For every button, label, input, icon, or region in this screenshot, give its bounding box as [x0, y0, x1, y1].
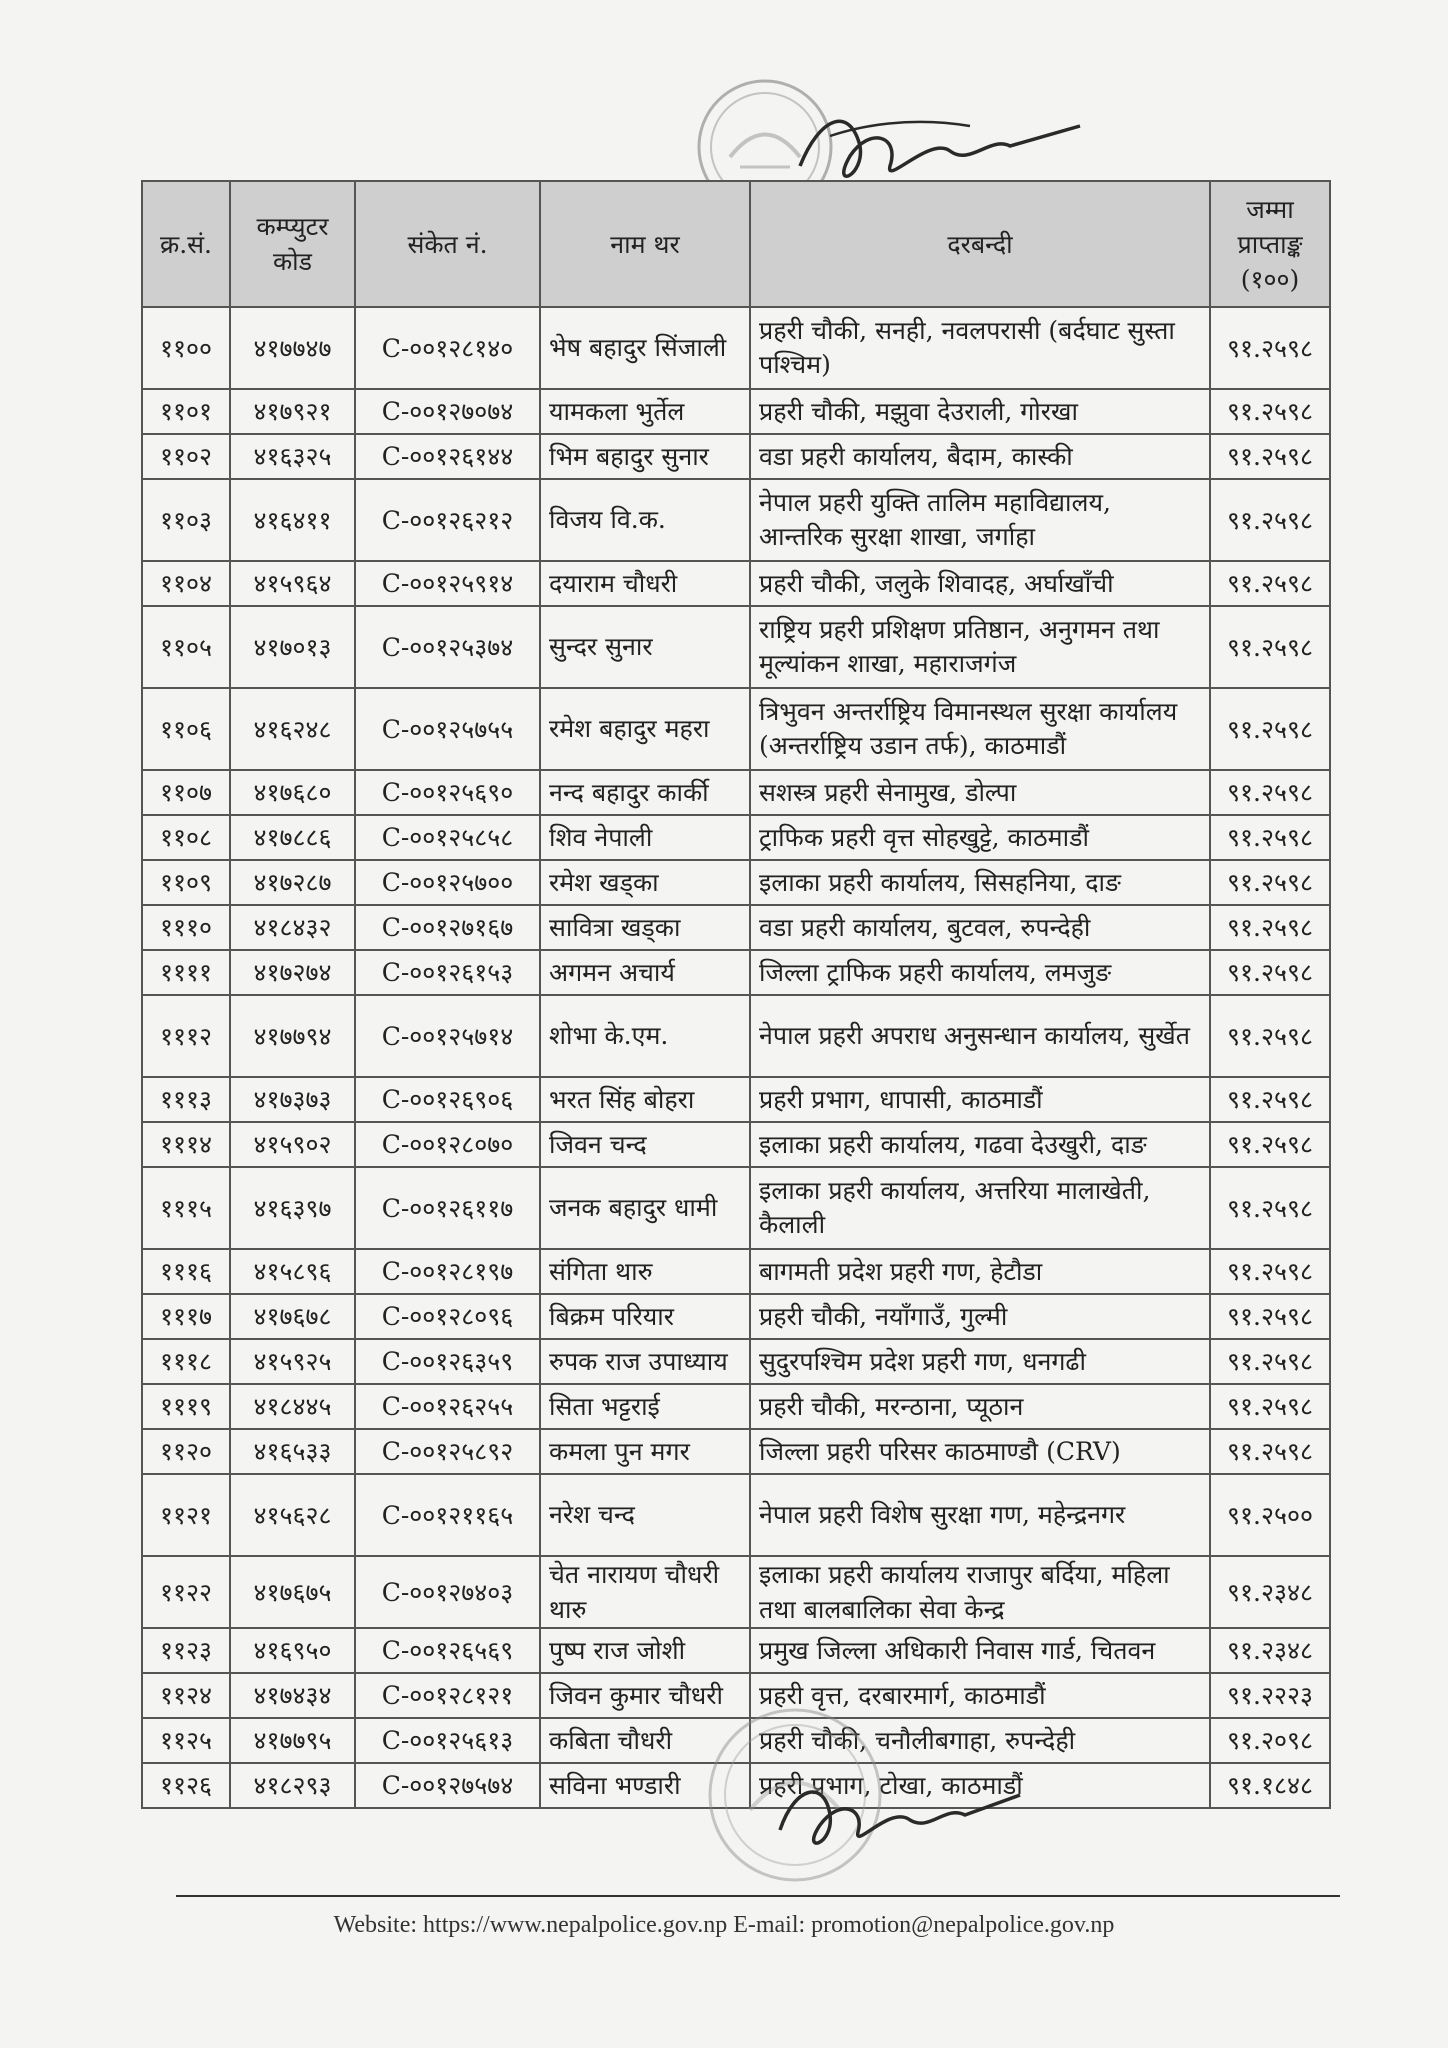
table-row [142, 1429, 1330, 1474]
table-body [142, 307, 1330, 1808]
cell-name: भरत सिंह बोहरा [540, 1077, 750, 1122]
cell-name: पुष्प राज जोशी [540, 1628, 750, 1673]
cell-post: वडा प्रहरी कार्यालय, बैदाम, कास्की [750, 434, 1210, 479]
cell-name: नरेश चन्द [540, 1474, 750, 1556]
footer-contact-text: Website: https://www.nepalpolice.gov.np E-mail: promotion@nepalpolice.gov.np [333, 1912, 1115, 1938]
header-serial: क्र.सं. [142, 181, 230, 307]
cell-computer-code: ४१७७४७ [230, 307, 355, 389]
signature-icon [770, 1770, 1030, 1870]
cell-computer-code: ४१७७९४ [230, 995, 355, 1077]
cell-name: भेष बहादुर सिंजाली [540, 307, 750, 389]
cell-serial: ११०७ [142, 770, 230, 815]
cell-total-score: ९१.२५९८ [1210, 1339, 1330, 1384]
cell-serial: ११२१ [142, 1474, 230, 1556]
cell-serial: ११२४ [142, 1673, 230, 1718]
table-row [142, 815, 1330, 860]
cell-serial: ११०० [142, 307, 230, 389]
cell-symbol-number: C-००१२८१२१ [355, 1673, 540, 1718]
cell-name: जनक बहादुर धामी [540, 1167, 750, 1249]
cell-symbol-number: C-००१२८१४० [355, 307, 540, 389]
cell-computer-code: ४१७८८६ [230, 815, 355, 860]
table-row [142, 1294, 1330, 1339]
cell-name: कबिता चौधरी [540, 1718, 750, 1763]
cell-serial: ११०९ [142, 860, 230, 905]
cell-symbol-number: C-००१२५७५५ [355, 688, 540, 770]
cell-total-score: ९१.२५९८ [1210, 606, 1330, 688]
cell-total-score: ९१.२५९८ [1210, 815, 1330, 860]
cell-computer-code: ४१७२७४ [230, 950, 355, 995]
cell-computer-code: ४१८४४५ [230, 1384, 355, 1429]
cell-computer-code: ४१७९२१ [230, 389, 355, 434]
cell-name: अगमन अचार्य [540, 950, 750, 995]
cell-name: सविना भण्डारी [540, 1763, 750, 1808]
cell-total-score: ९१.२५९८ [1210, 1294, 1330, 1339]
cell-symbol-number: C-००१२६९०६ [355, 1077, 540, 1122]
cell-name: जिवन चन्द [540, 1122, 750, 1167]
cell-post: प्रहरी प्रभाग, धापासी, काठमाडौं [750, 1077, 1210, 1122]
cell-computer-code: ४१५६२८ [230, 1474, 355, 1556]
cell-symbol-number: C-००१२६११७ [355, 1167, 540, 1249]
table-row [142, 688, 1330, 770]
cell-computer-code: ४१७७९५ [230, 1718, 355, 1763]
table-row [142, 307, 1330, 389]
header-total-score: जम्मा प्राप्ताङ्क (१००) [1210, 181, 1330, 307]
cell-computer-code: ४१६३९७ [230, 1167, 355, 1249]
cell-total-score: ९१.२५९८ [1210, 770, 1330, 815]
cell-total-score: ९१.२०९८ [1210, 1718, 1330, 1763]
cell-total-score: ९१.२५९८ [1210, 950, 1330, 995]
cell-name: नन्द बहादुर कार्की [540, 770, 750, 815]
cell-symbol-number: C-००१२५८५८ [355, 815, 540, 860]
cell-serial: १११६ [142, 1249, 230, 1294]
table-row [142, 950, 1330, 995]
cell-symbol-number: C-००१२६२५५ [355, 1384, 540, 1429]
cell-post: इलाका प्रहरी कार्यालय, अत्तरिया मालाखेती, कैलाली [750, 1167, 1210, 1249]
cell-total-score: ९१.२५९८ [1210, 434, 1330, 479]
table-row [142, 389, 1330, 434]
cell-total-score: ९१.२५९८ [1210, 688, 1330, 770]
table-row [142, 1556, 1330, 1628]
cell-serial: १११० [142, 905, 230, 950]
cell-serial: १११७ [142, 1294, 230, 1339]
table-row [142, 1474, 1330, 1556]
cell-serial: ११०३ [142, 479, 230, 561]
cell-serial: ११२३ [142, 1628, 230, 1673]
cell-serial: ११०२ [142, 434, 230, 479]
table-row [142, 606, 1330, 688]
cell-symbol-number: C-००१२६५६९ [355, 1628, 540, 1673]
cell-symbol-number: C-००१२५६१३ [355, 1718, 540, 1763]
cell-total-score: ९१.२५९८ [1210, 1249, 1330, 1294]
cell-total-score: ९१.२५९८ [1210, 307, 1330, 389]
cell-name: रमेश खड्का [540, 860, 750, 905]
footer-divider [176, 1895, 1340, 1897]
cell-computer-code: ४१५९२५ [230, 1339, 355, 1384]
table-row [142, 1077, 1330, 1122]
cell-name: रमेश बहादुर महरा [540, 688, 750, 770]
cell-post: सुदुरपश्चिम प्रदेश प्रहरी गण, धनगढी [750, 1339, 1210, 1384]
cell-serial: १११९ [142, 1384, 230, 1429]
cell-symbol-number: C-००१२५७०० [355, 860, 540, 905]
cell-symbol-number: C-००१२७५७४ [355, 1763, 540, 1808]
cell-name: भिम बहादुर सुनार [540, 434, 750, 479]
cell-total-score: ९१.२३४८ [1210, 1556, 1330, 1628]
cell-computer-code: ४१७६७८ [230, 1294, 355, 1339]
result-table [141, 180, 1331, 1809]
cell-name: रुपक राज उपाध्याय [540, 1339, 750, 1384]
cell-serial: १११४ [142, 1122, 230, 1167]
cell-name: यामकला भुर्तेल [540, 389, 750, 434]
cell-total-score: ९१.२५९८ [1210, 1167, 1330, 1249]
cell-post: प्रमुख जिल्ला अधिकारी निवास गार्ड, चितवन [750, 1628, 1210, 1673]
cell-symbol-number: C-००१२५८९२ [355, 1429, 540, 1474]
cell-serial: ११०८ [142, 815, 230, 860]
cell-computer-code: ४१७४३४ [230, 1673, 355, 1718]
table-row [142, 1384, 1330, 1429]
cell-post: सशस्त्र प्रहरी सेनामुख, डोल्पा [750, 770, 1210, 815]
cell-computer-code: ४१६२४८ [230, 688, 355, 770]
cell-post: प्रहरी चौकी, नयाँगाउँ, गुल्मी [750, 1294, 1210, 1339]
header-computer-code: कम्प्युटर कोड [230, 181, 355, 307]
cell-post: नेपाल प्रहरी विशेष सुरक्षा गण, महेन्द्रनगर [750, 1474, 1210, 1556]
cell-symbol-number: C-००१२५९१४ [355, 561, 540, 606]
cell-post: बागमती प्रदेश प्रहरी गण, हेटौडा [750, 1249, 1210, 1294]
cell-computer-code: ४१७६७५ [230, 1556, 355, 1628]
cell-name: शिव नेपाली [540, 815, 750, 860]
cell-total-score: ९१.२५९८ [1210, 1429, 1330, 1474]
cell-serial: ११०६ [142, 688, 230, 770]
cell-post: राष्ट्रिय प्रहरी प्रशिक्षण प्रतिष्ठान, अनुगमन तथा मूल्यांकन शाखा, महाराजगंज [750, 606, 1210, 688]
table-row [142, 995, 1330, 1077]
cell-name: कमला पुन मगर [540, 1429, 750, 1474]
cell-serial: ११२२ [142, 1556, 230, 1628]
cell-post: प्रहरी चौकी, मरन्ठाना, प्यूठान [750, 1384, 1210, 1429]
table-row [142, 770, 1330, 815]
cell-total-score: ९१.२५९८ [1210, 561, 1330, 606]
cell-name: संगिता थारु [540, 1249, 750, 1294]
cell-computer-code: ४१७०१३ [230, 606, 355, 688]
cell-name: जिवन कुमार चौधरी [540, 1673, 750, 1718]
cell-serial: ११२५ [142, 1718, 230, 1763]
cell-total-score: ९१.२५९८ [1210, 389, 1330, 434]
cell-symbol-number: C-००१२६३५९ [355, 1339, 540, 1384]
cell-post: प्रहरी चौकी, मझुवा देउराली, गोरखा [750, 389, 1210, 434]
cell-name: सुन्दर सुनार [540, 606, 750, 688]
cell-total-score: ९१.२३४८ [1210, 1628, 1330, 1673]
cell-computer-code: ४१५९६४ [230, 561, 355, 606]
cell-symbol-number: C-००१२७४०३ [355, 1556, 540, 1628]
cell-symbol-number: C-००१२८०९६ [355, 1294, 540, 1339]
cell-name: विजय वि.क. [540, 479, 750, 561]
table-row [142, 1122, 1330, 1167]
cell-post: वडा प्रहरी कार्यालय, बुटवल, रुपन्देही [750, 905, 1210, 950]
table-row [142, 561, 1330, 606]
cell-symbol-number: C-००१२५६९० [355, 770, 540, 815]
cell-serial: ११२० [142, 1429, 230, 1474]
cell-serial: १११२ [142, 995, 230, 1077]
cell-total-score: ९१.१८४८ [1210, 1763, 1330, 1808]
cell-computer-code: ४१७६८० [230, 770, 355, 815]
cell-post: प्रहरी प्रभाग, टोखा, काठमाडौं [750, 1763, 1210, 1808]
cell-serial: ११०५ [142, 606, 230, 688]
cell-serial: ११०१ [142, 389, 230, 434]
cell-serial: ११२६ [142, 1763, 230, 1808]
cell-symbol-number: C-००१२८१९७ [355, 1249, 540, 1294]
cell-total-score: ९१.२५९८ [1210, 1077, 1330, 1122]
cell-post: प्रहरी चौकी, जलुके शिवादह, अर्घाखाँची [750, 561, 1210, 606]
cell-serial: १११३ [142, 1077, 230, 1122]
footer-contact [0, 1912, 1448, 1939]
cell-total-score: ९१.२५९८ [1210, 1384, 1330, 1429]
cell-serial: ११११ [142, 950, 230, 995]
cell-computer-code: ४१६३२५ [230, 434, 355, 479]
cell-total-score: ९१.२५९८ [1210, 479, 1330, 561]
cell-computer-code: ४१७३७३ [230, 1077, 355, 1122]
cell-computer-code: ४१८२९३ [230, 1763, 355, 1808]
cell-computer-code: ४१६९५० [230, 1628, 355, 1673]
cell-symbol-number: C-००१२११६५ [355, 1474, 540, 1556]
cell-symbol-number: C-००१२५७१४ [355, 995, 540, 1077]
cell-symbol-number: C-००१२६१४४ [355, 434, 540, 479]
cell-computer-code: ४१८४३२ [230, 905, 355, 950]
cell-symbol-number: C-००१२८०७० [355, 1122, 540, 1167]
cell-post: इलाका प्रहरी कार्यालय राजापुर बर्दिया, महिला तथा बालबालिका सेवा केन्द्र [750, 1556, 1210, 1628]
cell-post: इलाका प्रहरी कार्यालय, सिसहनिया, दाङ [750, 860, 1210, 905]
cell-computer-code: ४१६५३३ [230, 1429, 355, 1474]
cell-post: प्रहरी वृत्त, दरबारमार्ग, काठमाडौं [750, 1673, 1210, 1718]
table-row [142, 905, 1330, 950]
cell-total-score: ९१.२५९८ [1210, 860, 1330, 905]
cell-serial: ११०४ [142, 561, 230, 606]
cell-post: त्रिभुवन अन्तर्राष्ट्रिय विमानस्थल सुरक्षा कार्यालय (अन्तर्राष्ट्रिय उडान तर्फ), काठमाडौं [750, 688, 1210, 770]
cell-name: चेत नारायण चौधरी थारु [540, 1556, 750, 1628]
cell-post: इलाका प्रहरी कार्यालय, गढवा देउखुरी, दाङ [750, 1122, 1210, 1167]
cell-name: सावित्रा खड्का [540, 905, 750, 950]
cell-post: ट्राफिक प्रहरी वृत्त सोहखुट्टे, काठमाडौं [750, 815, 1210, 860]
table-row [142, 860, 1330, 905]
table-row [142, 1339, 1330, 1384]
cell-post: प्रहरी चौकी, चनौलीबगाहा, रुपन्देही [750, 1718, 1210, 1763]
table-row [142, 1167, 1330, 1249]
cell-symbol-number: C-००१२७१६७ [355, 905, 540, 950]
cell-computer-code: ४१७२८७ [230, 860, 355, 905]
cell-computer-code: ४१५८९६ [230, 1249, 355, 1294]
cell-total-score: ९१.२५९८ [1210, 1122, 1330, 1167]
table-row [142, 1249, 1330, 1294]
cell-total-score: ९१.२५९८ [1210, 995, 1330, 1077]
cell-computer-code: ४१५९०२ [230, 1122, 355, 1167]
cell-name: दयाराम चौधरी [540, 561, 750, 606]
cell-post: नेपाल प्रहरी अपराध अनुसन्धान कार्यालय, सुर्खेत [750, 995, 1210, 1077]
header-post: दरबन्दी [750, 181, 1210, 307]
table-row [142, 479, 1330, 561]
header-name: नाम थर [540, 181, 750, 307]
table-row [142, 434, 1330, 479]
cell-computer-code: ४१६४११ [230, 479, 355, 561]
cell-symbol-number: C-००१२५३७४ [355, 606, 540, 688]
cell-post: नेपाल प्रहरी युक्ति तालिम महाविद्यालय, आन्तरिक सुरक्षा शाखा, जर्गाहा [750, 479, 1210, 561]
cell-total-score: ९१.२२२३ [1210, 1673, 1330, 1718]
cell-post: प्रहरी चौकी, सनही, नवलपरासी (बर्दघाट सुस्ता पश्चिम) [750, 307, 1210, 389]
cell-total-score: ९१.२५०० [1210, 1474, 1330, 1556]
header-symbol-number: संकेत नं. [355, 181, 540, 307]
cell-serial: १११५ [142, 1167, 230, 1249]
cell-symbol-number: C-००१२६२१२ [355, 479, 540, 561]
cell-symbol-number: C-००१२७०७४ [355, 389, 540, 434]
table-header-row [142, 181, 1330, 307]
cell-name: शोभा के.एम. [540, 995, 750, 1077]
cell-name: सिता भट्टराई [540, 1384, 750, 1429]
cell-symbol-number: C-००१२६१५३ [355, 950, 540, 995]
cell-post: जिल्ला प्रहरी परिसर काठमाण्डौ (CRV) [750, 1429, 1210, 1474]
cell-total-score: ९१.२५९८ [1210, 905, 1330, 950]
cell-serial: १११८ [142, 1339, 230, 1384]
table-row [142, 1628, 1330, 1673]
cell-name: बिक्रम परियार [540, 1294, 750, 1339]
cell-post: जिल्ला ट्राफिक प्रहरी कार्यालय, लमजुङ [750, 950, 1210, 995]
